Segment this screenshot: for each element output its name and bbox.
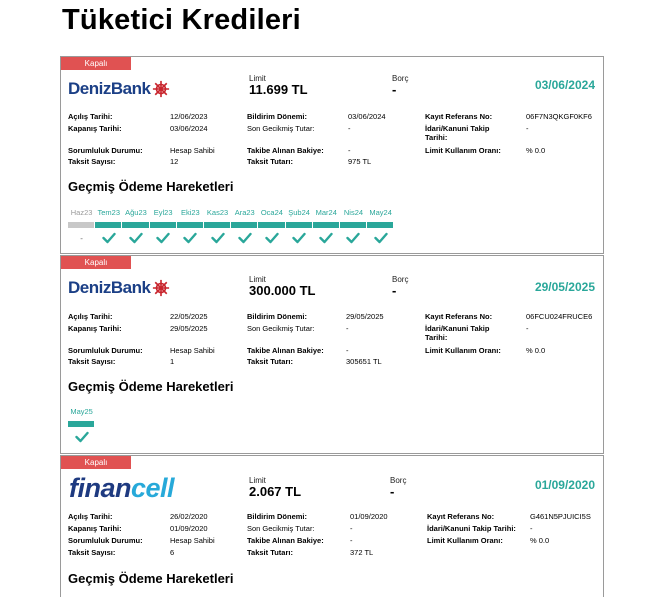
taksit-sayisi-label: Taksit Sayısı: xyxy=(68,548,116,557)
payment-bar xyxy=(367,222,393,228)
son-gecikmis-label: Son Gecikmiş Tutar: xyxy=(247,124,315,133)
payment-month: Ağu23 xyxy=(125,208,147,217)
taksit-tutari-value: 372 TL xyxy=(350,548,374,557)
checkmark-icon xyxy=(95,231,122,245)
limit-value: 11.699 TL xyxy=(249,82,308,97)
taksit-sayisi-label: Taksit Sayısı: xyxy=(68,357,116,366)
taksit-tutari-label: Taksit Tutarı: xyxy=(247,548,293,557)
checkmark-icon xyxy=(286,231,313,245)
payment-icons xyxy=(68,231,394,245)
taksit-tutari-value: 305651 TL xyxy=(346,357,382,366)
bildirim-value: 29/05/2025 xyxy=(346,312,384,321)
financell-logo xyxy=(69,473,174,504)
limit-kullanim-value: % 0.0 xyxy=(526,146,546,155)
taksit-sayisi-value: 12 xyxy=(170,157,179,166)
checkmark-icon xyxy=(258,231,285,245)
report-date: 03/06/2024 xyxy=(534,78,595,92)
payment-month: Kas23 xyxy=(206,208,229,217)
payment-month: Ara23 xyxy=(234,208,255,217)
bildirim-value: 01/09/2020 xyxy=(350,512,388,521)
payment-bar xyxy=(122,222,148,228)
payment-month: Eyl23 xyxy=(153,208,173,217)
idari-value: - xyxy=(526,324,529,333)
idari-label-2: Tarihi: xyxy=(425,133,448,142)
idari-value: - xyxy=(526,124,529,133)
limit-kullanim-value: % 0.0 xyxy=(526,346,546,355)
kayit-value: 06FCU024FRUCE6 xyxy=(526,312,593,321)
acilis-value: 12/06/2023 xyxy=(170,112,208,121)
payment-months xyxy=(68,407,95,416)
report-date: 29/05/2025 xyxy=(534,280,595,294)
son-gecikmis-label: Son Gecikmiş Tutar: xyxy=(247,524,315,533)
kapanis-value: 29/05/2025 xyxy=(170,324,208,333)
limit-label: Limit xyxy=(249,275,266,284)
kapanis-value: 03/06/2024 xyxy=(170,124,208,133)
payment-history-title: Geçmiş Ödeme Hareketleri xyxy=(68,179,234,194)
kayit-value: G461N5PJUICI5S xyxy=(530,512,591,521)
payment-months xyxy=(68,208,394,217)
bank-name: DenizBank xyxy=(68,278,151,297)
bildirim-label: Bildirim Dönemi: xyxy=(247,312,308,321)
payment-month: Oca24 xyxy=(260,208,283,217)
sorumluluk-label: Sorumluluk Durumu: xyxy=(68,146,143,155)
sorumluluk-label: Sorumluluk Durumu: xyxy=(68,346,143,355)
kapanis-value: 01/09/2020 xyxy=(170,524,208,533)
acilis-value: 26/02/2020 xyxy=(170,512,208,521)
borc-value: - xyxy=(390,484,395,499)
idari-label-1: İdari/Kanuni Takip xyxy=(425,324,490,333)
limit-kullanim-label: Limit Kullanım Oranı: xyxy=(425,346,501,355)
payment-bar xyxy=(231,222,257,228)
kayit-value: 06F7N3QKGF0KF6 xyxy=(526,112,592,121)
sorumluluk-value: Hesap Sahibi xyxy=(170,536,215,545)
ship-wheel-icon xyxy=(152,80,170,98)
takibe-value: - xyxy=(350,536,353,545)
bildirim-label: Bildirim Dönemi: xyxy=(247,512,308,521)
kapanis-label: Kapanış Tarihi: xyxy=(68,124,122,133)
credit-card-2[interactable] xyxy=(60,255,604,454)
borc-value: - xyxy=(392,82,397,97)
payment-bar xyxy=(95,222,121,228)
payment-month: May24 xyxy=(369,208,392,217)
payment-bar xyxy=(204,222,230,228)
checkmark-icon xyxy=(367,231,394,245)
bildirim-value: 03/06/2024 xyxy=(348,112,386,121)
acilis-value: 22/05/2025 xyxy=(170,312,208,321)
denizbank-logo xyxy=(68,79,170,99)
bildirim-label: Bildirim Dönemi: xyxy=(247,112,308,121)
checkmark-icon xyxy=(122,231,149,245)
status-badge: Kapalı xyxy=(61,456,131,469)
payment-month: Tem23 xyxy=(97,208,121,217)
idari-label: İdari/Kanuni Takip Tarihi: xyxy=(427,524,516,533)
payment-month: Eki23 xyxy=(180,208,200,217)
logo-part-2: cell xyxy=(131,473,175,503)
payment-month: Şub24 xyxy=(288,208,310,217)
limit-kullanim-label: Limit Kullanım Oranı: xyxy=(425,146,501,155)
acilis-label: Açılış Tarihi: xyxy=(68,312,113,321)
checkmark-icon xyxy=(68,430,95,444)
sorumluluk-label: Sorumluluk Durumu: xyxy=(68,536,143,545)
payment-bar xyxy=(258,222,284,228)
son-gecikmis-value: - xyxy=(348,124,351,133)
dash-icon xyxy=(68,231,95,245)
limit-kullanim-label: Limit Kullanım Oranı: xyxy=(427,536,503,545)
payment-history-title: Geçmiş Ödeme Hareketleri xyxy=(68,571,234,586)
limit-label: Limit xyxy=(249,476,266,485)
report-date: 01/09/2020 xyxy=(534,478,595,492)
taksit-sayisi-value: 1 xyxy=(170,357,175,366)
payment-icons xyxy=(68,430,95,444)
payment-month: May25 xyxy=(70,407,93,416)
payment-bar xyxy=(150,222,176,228)
payment-bar xyxy=(340,222,366,228)
payment-month: Nis24 xyxy=(343,208,364,217)
taksit-sayisi-value: 6 xyxy=(170,548,175,557)
acilis-label: Açılış Tarihi: xyxy=(68,112,113,121)
logo-part-1: finan xyxy=(69,473,131,503)
limit-value: 2.067 TL xyxy=(249,484,302,499)
credit-card-3[interactable] xyxy=(60,455,604,597)
borc-label: Borç xyxy=(392,275,409,284)
page-title: Tüketici Kredileri xyxy=(62,4,301,36)
payment-bar xyxy=(177,222,203,228)
payment-month: Haz23 xyxy=(70,208,93,217)
kayit-label: Kayıt Referans No: xyxy=(425,312,493,321)
borc-label: Borç xyxy=(392,74,409,83)
payment-bar xyxy=(68,421,94,427)
taksit-tutari-label: Taksit Tutarı: xyxy=(247,357,293,366)
son-gecikmis-value: - xyxy=(350,524,353,533)
idari-value: - xyxy=(530,524,533,533)
taksit-tutari-label: Taksit Tutarı: xyxy=(247,157,293,166)
limit-kullanim-value: % 0.0 xyxy=(530,536,550,545)
limit-label: Limit xyxy=(249,74,266,83)
payment-bars xyxy=(68,222,394,228)
taksit-tutari-value: 975 TL xyxy=(348,157,372,166)
payment-bar xyxy=(313,222,339,228)
credit-card-1[interactable] xyxy=(60,56,604,254)
payment-bar xyxy=(68,222,94,228)
borc-label: Borç xyxy=(390,476,407,485)
checkmark-icon xyxy=(204,231,231,245)
bank-name: DenizBank xyxy=(68,79,151,98)
son-gecikmis-label: Son Gecikmiş Tutar: xyxy=(247,324,315,333)
no-payment-mark: - xyxy=(80,233,83,243)
checkmark-icon xyxy=(150,231,177,245)
kayit-label: Kayıt Referans No: xyxy=(425,112,493,121)
takibe-label: Takibe Alınan Bakiye: xyxy=(247,536,324,545)
payment-month: Mar24 xyxy=(315,208,337,217)
denizbank-logo xyxy=(68,278,170,298)
takibe-value: - xyxy=(346,346,349,355)
takibe-value: - xyxy=(348,146,351,155)
takibe-label: Takibe Alınan Bakiye: xyxy=(247,346,324,355)
ship-wheel-icon xyxy=(152,279,170,297)
acilis-label: Açılış Tarihi: xyxy=(68,512,113,521)
kapanis-label: Kapanış Tarihi: xyxy=(68,324,122,333)
checkmark-icon xyxy=(231,231,258,245)
sorumluluk-value: Hesap Sahibi xyxy=(170,346,215,355)
taksit-sayisi-label: Taksit Sayısı: xyxy=(68,157,116,166)
son-gecikmis-value: - xyxy=(346,324,349,333)
status-badge: Kapalı xyxy=(61,57,131,70)
idari-label-2: Tarihi: xyxy=(425,333,448,342)
payment-bars xyxy=(68,421,95,427)
payment-bar xyxy=(286,222,312,228)
checkmark-icon xyxy=(177,231,204,245)
takibe-label: Takibe Alınan Bakiye: xyxy=(247,146,324,155)
kayit-label: Kayıt Referans No: xyxy=(427,512,495,521)
kapanis-label: Kapanış Tarihi: xyxy=(68,524,122,533)
payment-history-title: Geçmiş Ödeme Hareketleri xyxy=(68,379,234,394)
checkmark-icon xyxy=(313,231,340,245)
idari-label-1: İdari/Kanuni Takip xyxy=(425,124,490,133)
checkmark-icon xyxy=(340,231,367,245)
sorumluluk-value: Hesap Sahibi xyxy=(170,146,215,155)
limit-value: 300.000 TL xyxy=(249,283,316,298)
status-badge: Kapalı xyxy=(61,256,131,269)
borc-value: - xyxy=(392,283,397,298)
